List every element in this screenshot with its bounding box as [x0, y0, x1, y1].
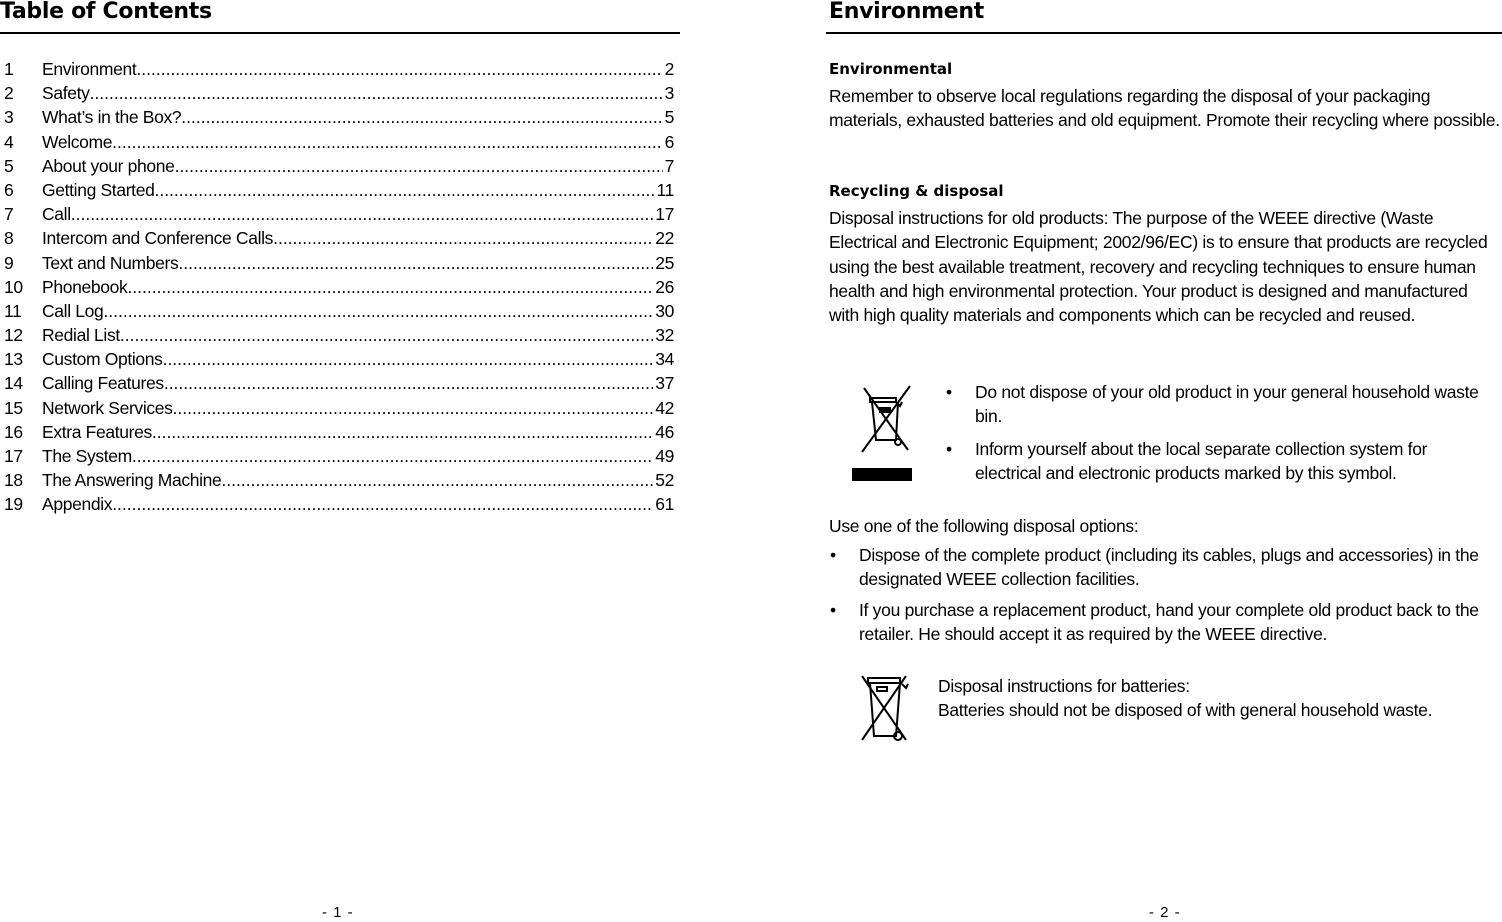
toc-title: Calling Features [42, 373, 164, 394]
toc-leader [175, 156, 663, 177]
toc-number: 10 [4, 276, 23, 297]
bullet-text: Do not dispose of your old product in your general household waste bin. [975, 382, 1479, 427]
toc-page: 42 [655, 397, 674, 418]
battery-text: Batteries should not be disposed of with general household waste. [938, 700, 1433, 721]
crossed-out-wheelie-bin-icon [850, 382, 914, 484]
toc-page: 37 [655, 373, 674, 394]
toc-entry[interactable] [4, 349, 674, 373]
toc-entry[interactable] [4, 132, 674, 156]
toc-number: 7 [4, 204, 14, 225]
toc-title: Redial List [42, 325, 120, 346]
toc-number: 18 [4, 470, 23, 491]
toc-entry[interactable] [4, 156, 674, 180]
toc-number: 1 [4, 59, 14, 79]
toc-page: 49 [655, 446, 674, 466]
bullet-mark: • [830, 545, 836, 565]
toc-entry[interactable] [4, 59, 674, 83]
toc-entry[interactable] [4, 494, 674, 518]
toc-title: Call Log [42, 300, 104, 321]
toc-number: 19 [4, 494, 23, 515]
toc-leader [164, 373, 653, 394]
toc-page: 11 [656, 179, 674, 200]
toc-leader [90, 83, 663, 104]
recycling-text: Disposal instructions for old products: The purpose of the WEEE directive (Waste Electrical and Electronic Equipment; 2002/96/EC) is to ensure that products are recycled using the best available treatment, recovery and recycling techniques to ensure human health and high environmental protection. Your product is designed and manufactured with high quality materials and components which can be recycled and reused. [829, 208, 1488, 326]
toc-number: 5 [4, 155, 14, 176]
toc-number: 11 [4, 300, 22, 321]
toc-number: 2 [4, 83, 14, 104]
toc-page: 3 [664, 83, 674, 104]
bullet-text: If you purchase a replacement product, hand your complete old product back to the retailer. He should accept it as required by the WEEE directive. [859, 600, 1479, 645]
bullet-mark: • [830, 600, 836, 620]
heading-rule [826, 32, 1502, 34]
bullet-mark: • [946, 439, 952, 459]
toc-entry[interactable] [4, 301, 674, 325]
toc-title: Appendix [42, 494, 113, 515]
toc-page: 22 [655, 228, 674, 249]
toc-leader [71, 204, 653, 225]
toc-number: 12 [4, 325, 23, 346]
toc-title: The Answering Machine [42, 470, 222, 491]
page-title: Environment [829, 0, 984, 24]
toc-entry[interactable] [4, 83, 674, 107]
symbol-bullet [946, 380, 1486, 429]
page-title: Table of Contents [0, 0, 212, 24]
toc-page: 2 [664, 59, 674, 79]
toc-number: 4 [4, 131, 14, 152]
page-number: - 2 - [1149, 904, 1181, 921]
toc-number: 13 [4, 349, 23, 370]
toc-entry[interactable] [4, 107, 674, 131]
recycling-heading: Recycling & disposal [829, 182, 1004, 200]
table-of-contents [4, 59, 674, 519]
option-bullet [830, 598, 1502, 647]
toc-title: Phonebook [42, 276, 128, 297]
toc-title: Text and Numbers [42, 252, 179, 273]
toc-leader [154, 180, 654, 201]
left-page [0, 0, 680, 922]
toc-number: 3 [4, 107, 14, 128]
toc-entry[interactable] [4, 180, 674, 204]
environmental-heading: Environmental [829, 60, 953, 78]
toc-number: 16 [4, 421, 23, 442]
toc-entry[interactable] [4, 325, 674, 349]
toc-leader [181, 107, 662, 128]
toc-title: Network Services [42, 397, 173, 418]
toc-entry[interactable] [4, 470, 674, 494]
toc-entry[interactable] [4, 204, 674, 228]
toc-entry[interactable] [4, 373, 674, 397]
toc-page: 34 [655, 349, 674, 370]
toc-page: 32 [655, 325, 674, 346]
toc-leader [112, 494, 653, 515]
toc-title: Custom Options [42, 349, 163, 370]
toc-page: 52 [655, 470, 674, 491]
page-number: - 1 - [322, 904, 354, 921]
toc-title: Extra Features [42, 421, 152, 442]
options-intro: Use one of the following disposal options: [829, 516, 1139, 536]
toc-entry[interactable] [4, 277, 674, 301]
toc-title: About your phone [42, 155, 175, 176]
toc-title: Getting Started [42, 179, 155, 200]
toc-leader [178, 253, 653, 274]
toc-number: 8 [4, 228, 14, 249]
toc-leader [273, 228, 653, 249]
toc-page: 5 [664, 107, 674, 128]
battery-instructions [938, 674, 1498, 723]
crossed-out-bin-icon [858, 670, 912, 744]
option-bullet [830, 543, 1502, 592]
toc-leader [173, 398, 654, 419]
toc-page: 7 [664, 155, 674, 176]
bullet-text: Inform yourself about the local separate collection system for electrical and electronic products marked by this symbol. [975, 439, 1428, 484]
toc-number: 6 [4, 179, 14, 200]
toc-entry[interactable] [4, 446, 674, 470]
toc-leader [127, 277, 653, 298]
bullet-text: Dispose of the complete product (including its cables, plugs and accessories) in the designated WEEE collection facilities. [859, 545, 1479, 590]
toc-entry[interactable] [4, 422, 674, 446]
toc-title: Safety [42, 83, 90, 104]
toc-entry[interactable] [4, 398, 674, 422]
toc-page: 25 [655, 252, 674, 273]
heading-rule [0, 32, 680, 34]
toc-title: Environment [42, 59, 137, 79]
toc-leader [221, 470, 653, 491]
toc-number: 17 [4, 446, 23, 466]
environmental-text: Remember to observe local regulations regarding the disposal of your packaging materials, exhausted batteries and old equipment. Promote their recycling where possible. [829, 86, 1500, 131]
toc-number: 9 [4, 252, 14, 273]
toc-page: 6 [664, 131, 674, 152]
toc-page: 30 [655, 300, 674, 321]
toc-title: Welcome [42, 131, 113, 152]
toc-page: 61 [655, 494, 674, 515]
toc-leader [152, 422, 653, 443]
toc-number: 15 [4, 397, 23, 418]
toc-leader [163, 349, 654, 370]
right-page [826, 0, 1502, 922]
toc-page: 17 [655, 204, 674, 225]
toc-number: 14 [4, 373, 23, 394]
toc-leader [120, 325, 653, 346]
toc-title: Intercom and Conference Calls [42, 228, 274, 249]
toc-title: The System [42, 446, 132, 466]
toc-leader [112, 132, 662, 153]
toc-entry[interactable] [4, 253, 674, 277]
bullet-mark: • [946, 382, 952, 402]
toc-page: 46 [655, 421, 674, 442]
toc-leader [136, 59, 662, 80]
toc-entry[interactable] [4, 228, 674, 252]
symbol-bullet [946, 437, 1486, 486]
toc-page: 26 [655, 276, 674, 297]
battery-title: Disposal instructions for batteries: [938, 676, 1190, 696]
toc-title: What’s in the Box? [42, 107, 182, 128]
toc-leader [103, 301, 653, 322]
toc-title: Call [42, 204, 71, 225]
toc-leader [132, 446, 653, 467]
